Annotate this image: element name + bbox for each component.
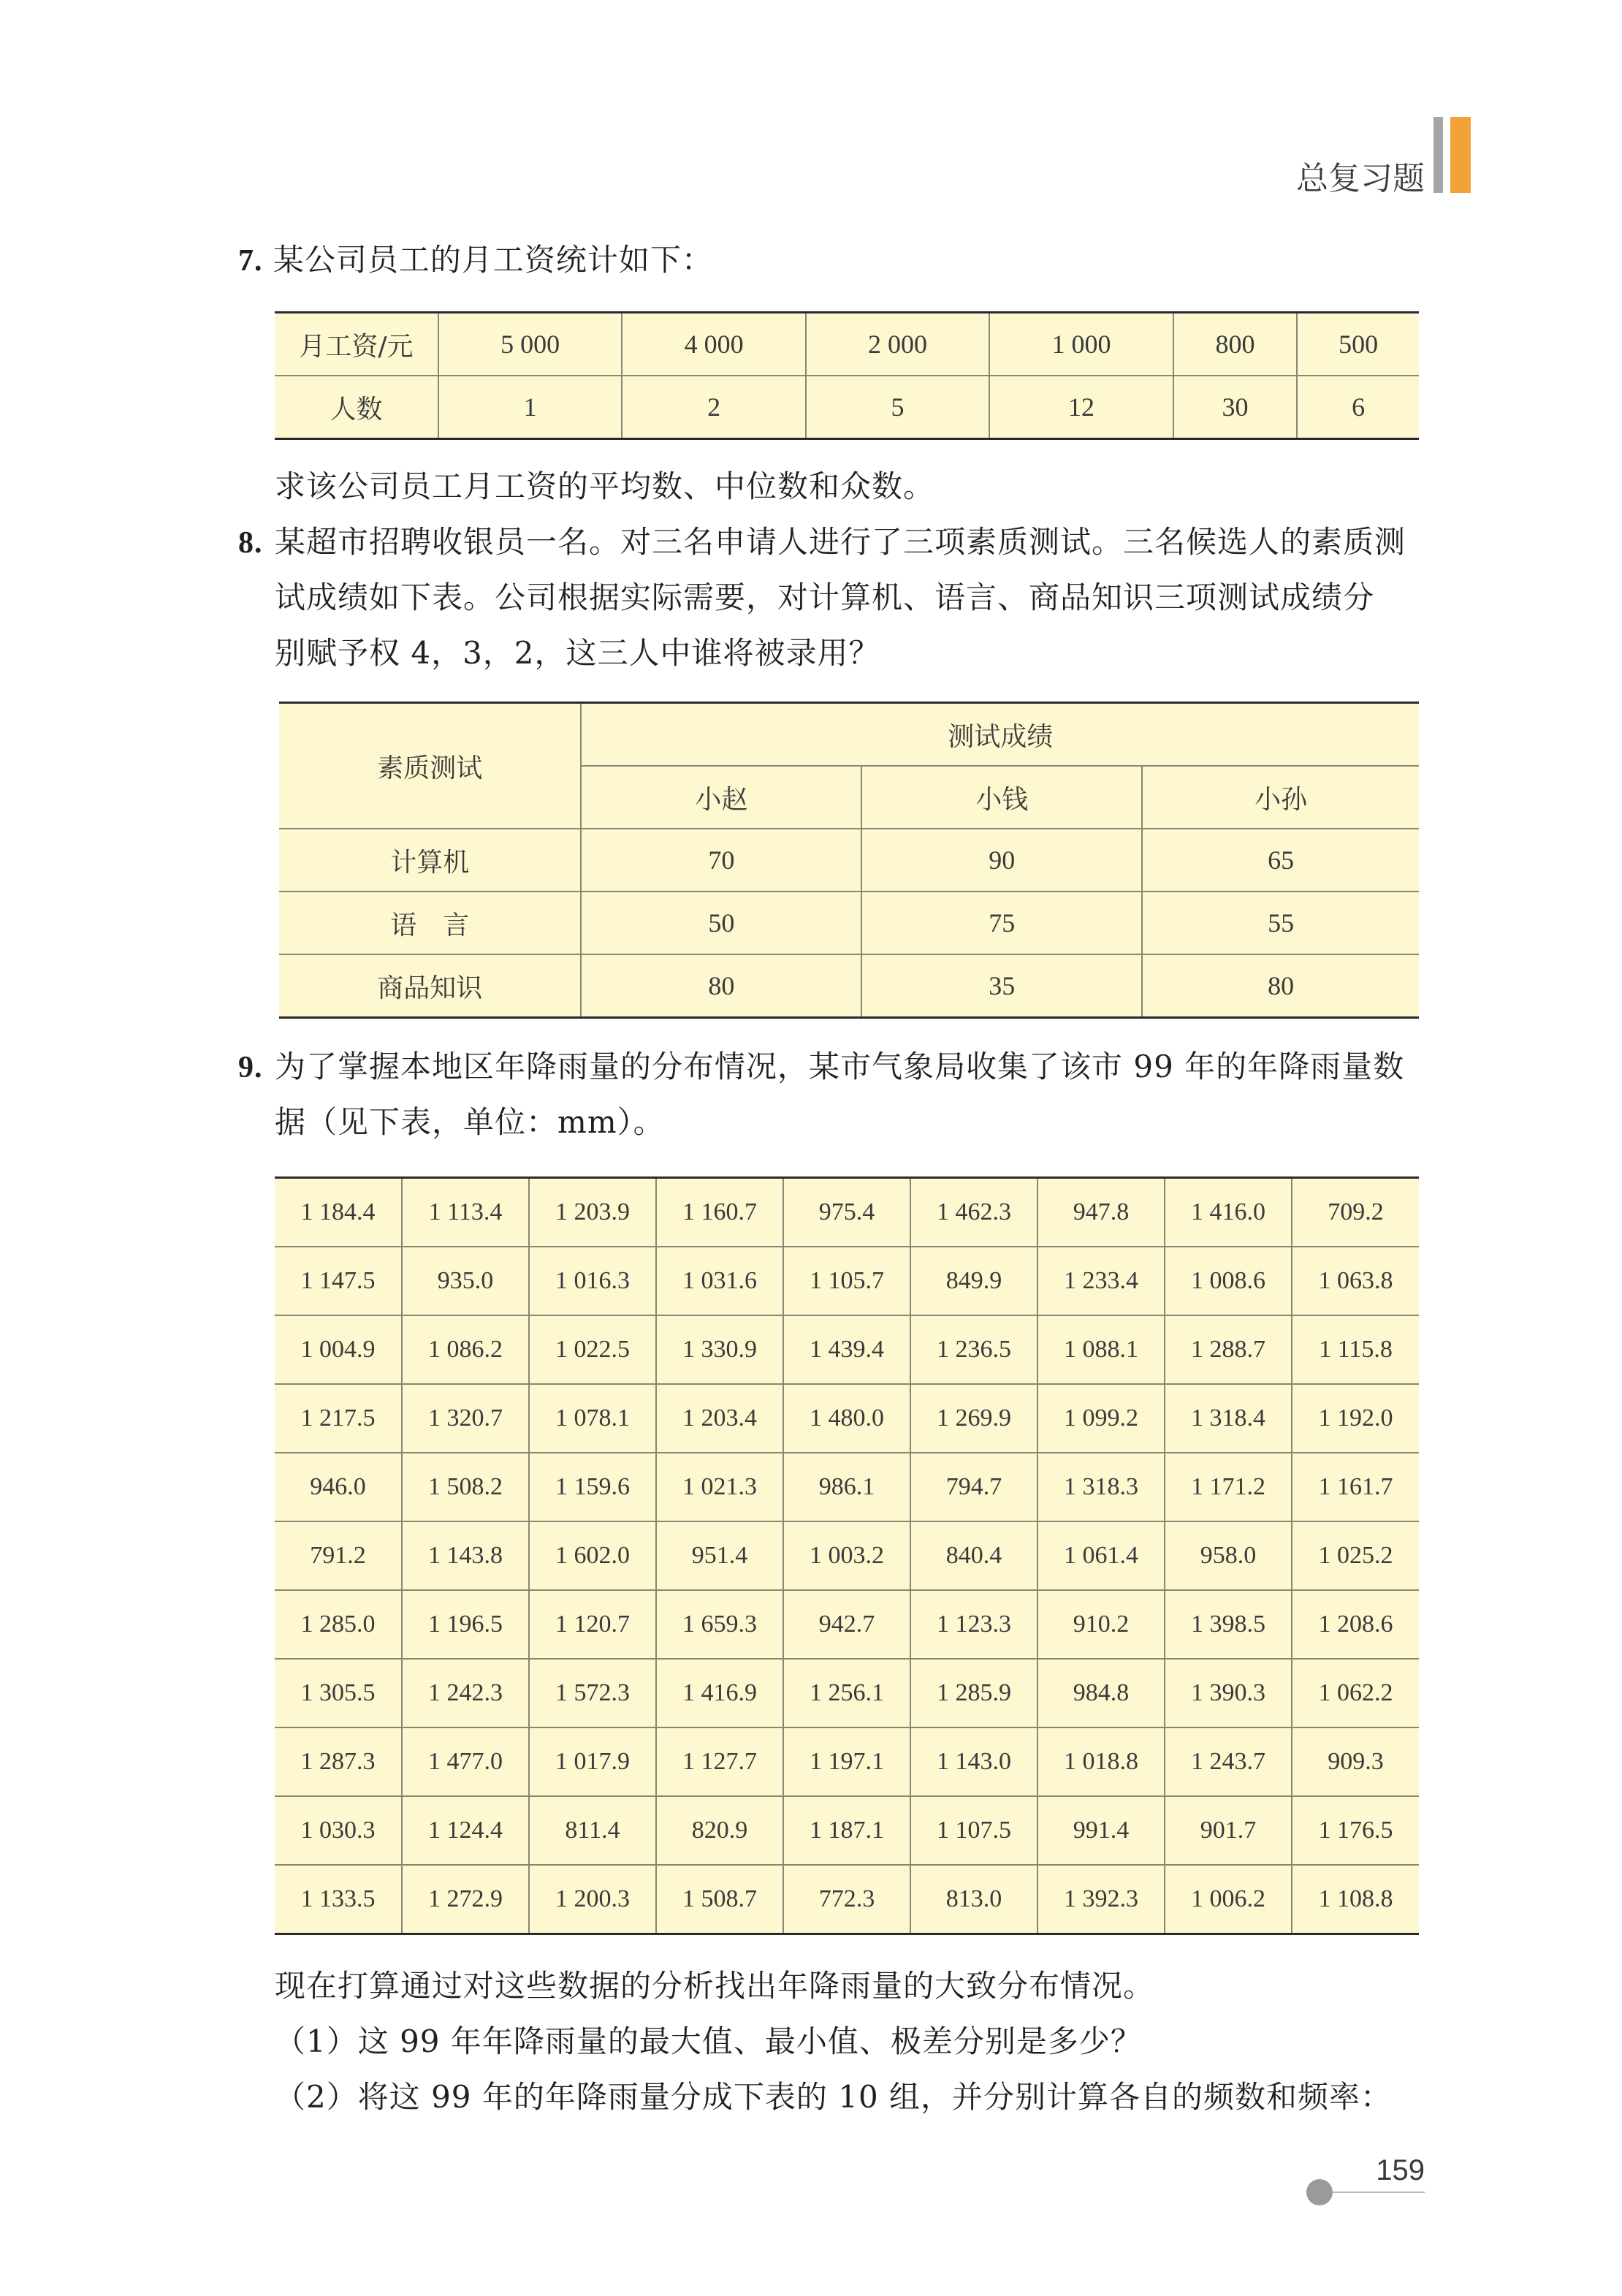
table-cell: 1 088.1 (1037, 1315, 1165, 1384)
question-7 (238, 232, 713, 289)
table-cell: 1 008.6 (1165, 1247, 1292, 1315)
table-cell: 500 (1297, 313, 1419, 376)
table-cell: 1 123.3 (910, 1590, 1037, 1659)
table-cell: 909.3 (1292, 1727, 1419, 1796)
table-row (275, 1315, 1419, 1384)
table-cell: 947.8 (1037, 1178, 1165, 1247)
table-cell: 80 (1142, 954, 1419, 1018)
table-cell: 1 203.4 (656, 1384, 783, 1453)
table-cell: 1 004.9 (275, 1315, 402, 1384)
table-row (275, 1590, 1419, 1659)
table-cell: 2 (622, 376, 805, 439)
question-7-text: 某公司员工的月工资统计如下： (273, 242, 713, 278)
table-cell: 1 416.9 (656, 1659, 783, 1727)
table-cell: 1 107.5 (910, 1796, 1037, 1865)
table-cell: 1 171.2 (1165, 1453, 1292, 1521)
table-cell: 709.2 (1292, 1178, 1419, 1247)
table-cell: 65 (1142, 829, 1419, 892)
question-8-number: 8. (238, 526, 263, 560)
table-cell: 1 200.3 (529, 1865, 656, 1934)
table-row (275, 1247, 1419, 1315)
table-cell: 1 003.2 (783, 1521, 910, 1590)
table-row (275, 1796, 1419, 1865)
table-cell: 1 061.4 (1037, 1521, 1165, 1590)
table-cell: 5 000 (438, 313, 622, 376)
table-cell: 1 318.4 (1165, 1384, 1292, 1453)
table-cell: 1 480.0 (783, 1384, 910, 1453)
table-cell: 1 006.2 (1165, 1865, 1292, 1934)
table-cell: 50 (581, 892, 861, 954)
table-cell: 1 022.5 (529, 1315, 656, 1384)
table-cell: 910.2 (1037, 1590, 1165, 1659)
question-9-followup: 现在打算通过对这些数据的分析找出年降雨量的大致分布情况。 (275, 1968, 1155, 2004)
table-cell: 935.0 (402, 1247, 529, 1315)
table-cell: 1 017.9 (529, 1727, 656, 1796)
table-cell: 1 256.1 (783, 1659, 910, 1727)
table-cell: 794.7 (910, 1453, 1037, 1521)
table-row (279, 892, 1419, 954)
table-cell: 840.4 (910, 1521, 1037, 1590)
page-number: 159 (1376, 2154, 1425, 2186)
table-cell: 1 113.4 (402, 1178, 529, 1247)
table-row (275, 1727, 1419, 1796)
table-cell: 946.0 (275, 1453, 402, 1521)
table-cell: 1 099.2 (1037, 1384, 1165, 1453)
table-cell: 1 031.6 (656, 1247, 783, 1315)
table-cell: 1 285.9 (910, 1659, 1037, 1727)
table-cell: 80 (581, 954, 861, 1018)
table-row (275, 1659, 1419, 1727)
table-cell: 811.4 (529, 1796, 656, 1865)
table-cell: 30 (1173, 376, 1298, 439)
table-cell: 1 242.3 (402, 1659, 529, 1727)
section-title: 总复习题 (1296, 160, 1425, 197)
table-header-cell: 小赵 (581, 766, 861, 829)
table-cell: 1 196.5 (402, 1590, 529, 1659)
table-cell: 1 288.7 (1165, 1315, 1292, 1384)
table-cell: 12 (989, 376, 1173, 439)
table-cell: 1 120.7 (529, 1590, 656, 1659)
table-cell: 1 105.7 (783, 1247, 910, 1315)
table-cell: 1 000 (989, 313, 1173, 376)
table-cell: 1 124.4 (402, 1796, 529, 1865)
question-9-number: 9. (238, 1051, 263, 1084)
table-row (275, 1178, 1419, 1247)
table-cell: 800 (1173, 313, 1298, 376)
table-cell: 1 176.5 (1292, 1796, 1419, 1865)
question-8-number-line (238, 514, 263, 571)
table-cell: 772.3 (783, 1865, 910, 1934)
table-header-cell: 月工资/元 (275, 313, 438, 376)
table-row (275, 1384, 1419, 1453)
table-cell: 1 462.3 (910, 1178, 1037, 1247)
table-cell: 1 318.3 (1037, 1453, 1165, 1521)
table-row (275, 1453, 1419, 1521)
table-cell: 1 330.9 (656, 1315, 783, 1384)
table-row (279, 703, 1419, 767)
table-cell: 1 243.7 (1165, 1727, 1292, 1796)
table-cell: 901.7 (1165, 1796, 1292, 1865)
table-header-cell: 小钱 (861, 766, 1142, 829)
table-cell: 1 217.5 (275, 1384, 402, 1453)
question-8-line-3: 别赋予权 4，3，2，这三人中谁将被录用？ (275, 635, 880, 671)
question-9-part-2: （2）将这 99 年的年降雨量分成下表的 10 组，并分别计算各自的频数和频率： (275, 2079, 1393, 2115)
table-cell: 1 063.8 (1292, 1247, 1419, 1315)
table-cell: 1 203.9 (529, 1178, 656, 1247)
table-cell: 1 143.0 (910, 1727, 1037, 1796)
table-corner-header: 素质测试 (279, 703, 581, 829)
question-7-followup: 求该公司员工月工资的平均数、中位数和众数。 (275, 468, 935, 504)
table-cell: 991.4 (1037, 1796, 1165, 1865)
table-cell: 1 078.1 (529, 1384, 656, 1453)
table-cell: 1 439.4 (783, 1315, 910, 1384)
question-9-number-line (238, 1039, 263, 1095)
question-8-line-2: 试成绩如下表。公司根据实际需要，对计算机、语言、商品知识三项测试成绩分 (275, 579, 1375, 615)
table-row-label: 语 言 (279, 892, 581, 954)
table-cell: 1 208.6 (1292, 1590, 1419, 1659)
salary-table (275, 311, 1419, 440)
table-cell: 1 320.7 (402, 1384, 529, 1453)
table-cell: 1 (438, 376, 622, 439)
table-cell: 1 272.9 (402, 1865, 529, 1934)
table-cell: 1 147.5 (275, 1247, 402, 1315)
table-cell: 1 187.1 (783, 1796, 910, 1865)
page-marker-dot (1306, 2179, 1333, 2205)
table-cell: 1 030.3 (275, 1796, 402, 1865)
table-cell: 1 392.3 (1037, 1865, 1165, 1934)
table-cell: 1 390.3 (1165, 1659, 1292, 1727)
table-cell: 1 062.2 (1292, 1659, 1419, 1727)
question-9-line-1: 为了掌握本地区年降雨量的分布情况，某市气象局收集了该市 99 年的年降雨量数 (275, 1049, 1405, 1084)
table-cell: 1 184.4 (275, 1178, 402, 1247)
table-cell: 1 659.3 (656, 1590, 783, 1659)
table-cell: 90 (861, 829, 1142, 892)
table-cell: 1 115.8 (1292, 1315, 1419, 1384)
table-cell: 1 602.0 (529, 1521, 656, 1590)
table-cell: 70 (581, 829, 861, 892)
table-cell: 55 (1142, 892, 1419, 954)
table-cell: 1 197.1 (783, 1727, 910, 1796)
table-cell: 1 398.5 (1165, 1590, 1292, 1659)
table-cell: 1 287.3 (275, 1727, 402, 1796)
table-cell: 1 192.0 (1292, 1384, 1419, 1453)
table-cell: 1 143.8 (402, 1521, 529, 1590)
page-marker-line (1333, 2192, 1425, 2193)
table-cell: 2 000 (806, 313, 989, 376)
table-cell: 1 285.0 (275, 1590, 402, 1659)
table-cell: 1 160.7 (656, 1178, 783, 1247)
question-9-part-1: （1）这 99 年年降雨量的最大值、最小值、极差分别是多少？ (275, 2023, 1142, 2059)
table-cell: 1 305.5 (275, 1659, 402, 1727)
table-row (279, 829, 1419, 892)
table-row (275, 1865, 1419, 1934)
table-cell: 1 477.0 (402, 1727, 529, 1796)
table-cell: 5 (806, 376, 989, 439)
question-7-number: 7. (238, 244, 263, 278)
question-8-line-1: 某超市招聘收银员一名。对三名申请人进行了三项素质测试。三名候选人的素质测 (275, 524, 1406, 560)
table-cell: 1 133.5 (275, 1865, 402, 1934)
table-cell: 1 127.7 (656, 1727, 783, 1796)
rainfall-table (275, 1176, 1419, 1935)
table-group-header: 测试成绩 (581, 703, 1419, 767)
table-cell: 1 159.6 (529, 1453, 656, 1521)
table-cell: 4 000 (622, 313, 805, 376)
table-cell: 849.9 (910, 1247, 1037, 1315)
table-cell: 1 086.2 (402, 1315, 529, 1384)
table-cell: 1 108.8 (1292, 1865, 1419, 1934)
table-cell: 1 269.9 (910, 1384, 1037, 1453)
table-cell: 1 572.3 (529, 1659, 656, 1727)
table-row (279, 954, 1419, 1018)
table-cell: 1 508.7 (656, 1865, 783, 1934)
table-cell: 1 233.4 (1037, 1247, 1165, 1315)
table-row-label: 商品知识 (279, 954, 581, 1018)
quality-test-table (279, 702, 1419, 1019)
table-row (275, 376, 1419, 439)
table-header-cell: 人数 (275, 376, 438, 439)
table-cell: 984.8 (1037, 1659, 1165, 1727)
table-header-cell: 小孙 (1142, 766, 1419, 829)
table-cell: 951.4 (656, 1521, 783, 1590)
table-cell: 791.2 (275, 1521, 402, 1590)
table-cell: 1 025.2 (1292, 1521, 1419, 1590)
table-cell: 942.7 (783, 1590, 910, 1659)
table-cell: 75 (861, 892, 1142, 954)
table-cell: 1 508.2 (402, 1453, 529, 1521)
table-cell: 1 016.3 (529, 1247, 656, 1315)
table-cell: 1 416.0 (1165, 1178, 1292, 1247)
table-cell: 820.9 (656, 1796, 783, 1865)
header-bar-orange (1450, 117, 1471, 193)
table-cell: 986.1 (783, 1453, 910, 1521)
table-row (275, 1521, 1419, 1590)
table-cell: 35 (861, 954, 1142, 1018)
table-cell: 958.0 (1165, 1521, 1292, 1590)
table-cell: 1 018.8 (1037, 1727, 1165, 1796)
table-cell: 813.0 (910, 1865, 1037, 1934)
table-cell: 975.4 (783, 1178, 910, 1247)
header-bar-grey (1433, 117, 1443, 193)
table-cell: 1 236.5 (910, 1315, 1037, 1384)
table-row (275, 313, 1419, 376)
table-cell: 6 (1297, 376, 1419, 439)
table-row-label: 计算机 (279, 829, 581, 892)
question-9-line-2: 据（见下表，单位：mm）。 (275, 1104, 665, 1140)
table-cell: 1 161.7 (1292, 1453, 1419, 1521)
table-cell: 1 021.3 (656, 1453, 783, 1521)
